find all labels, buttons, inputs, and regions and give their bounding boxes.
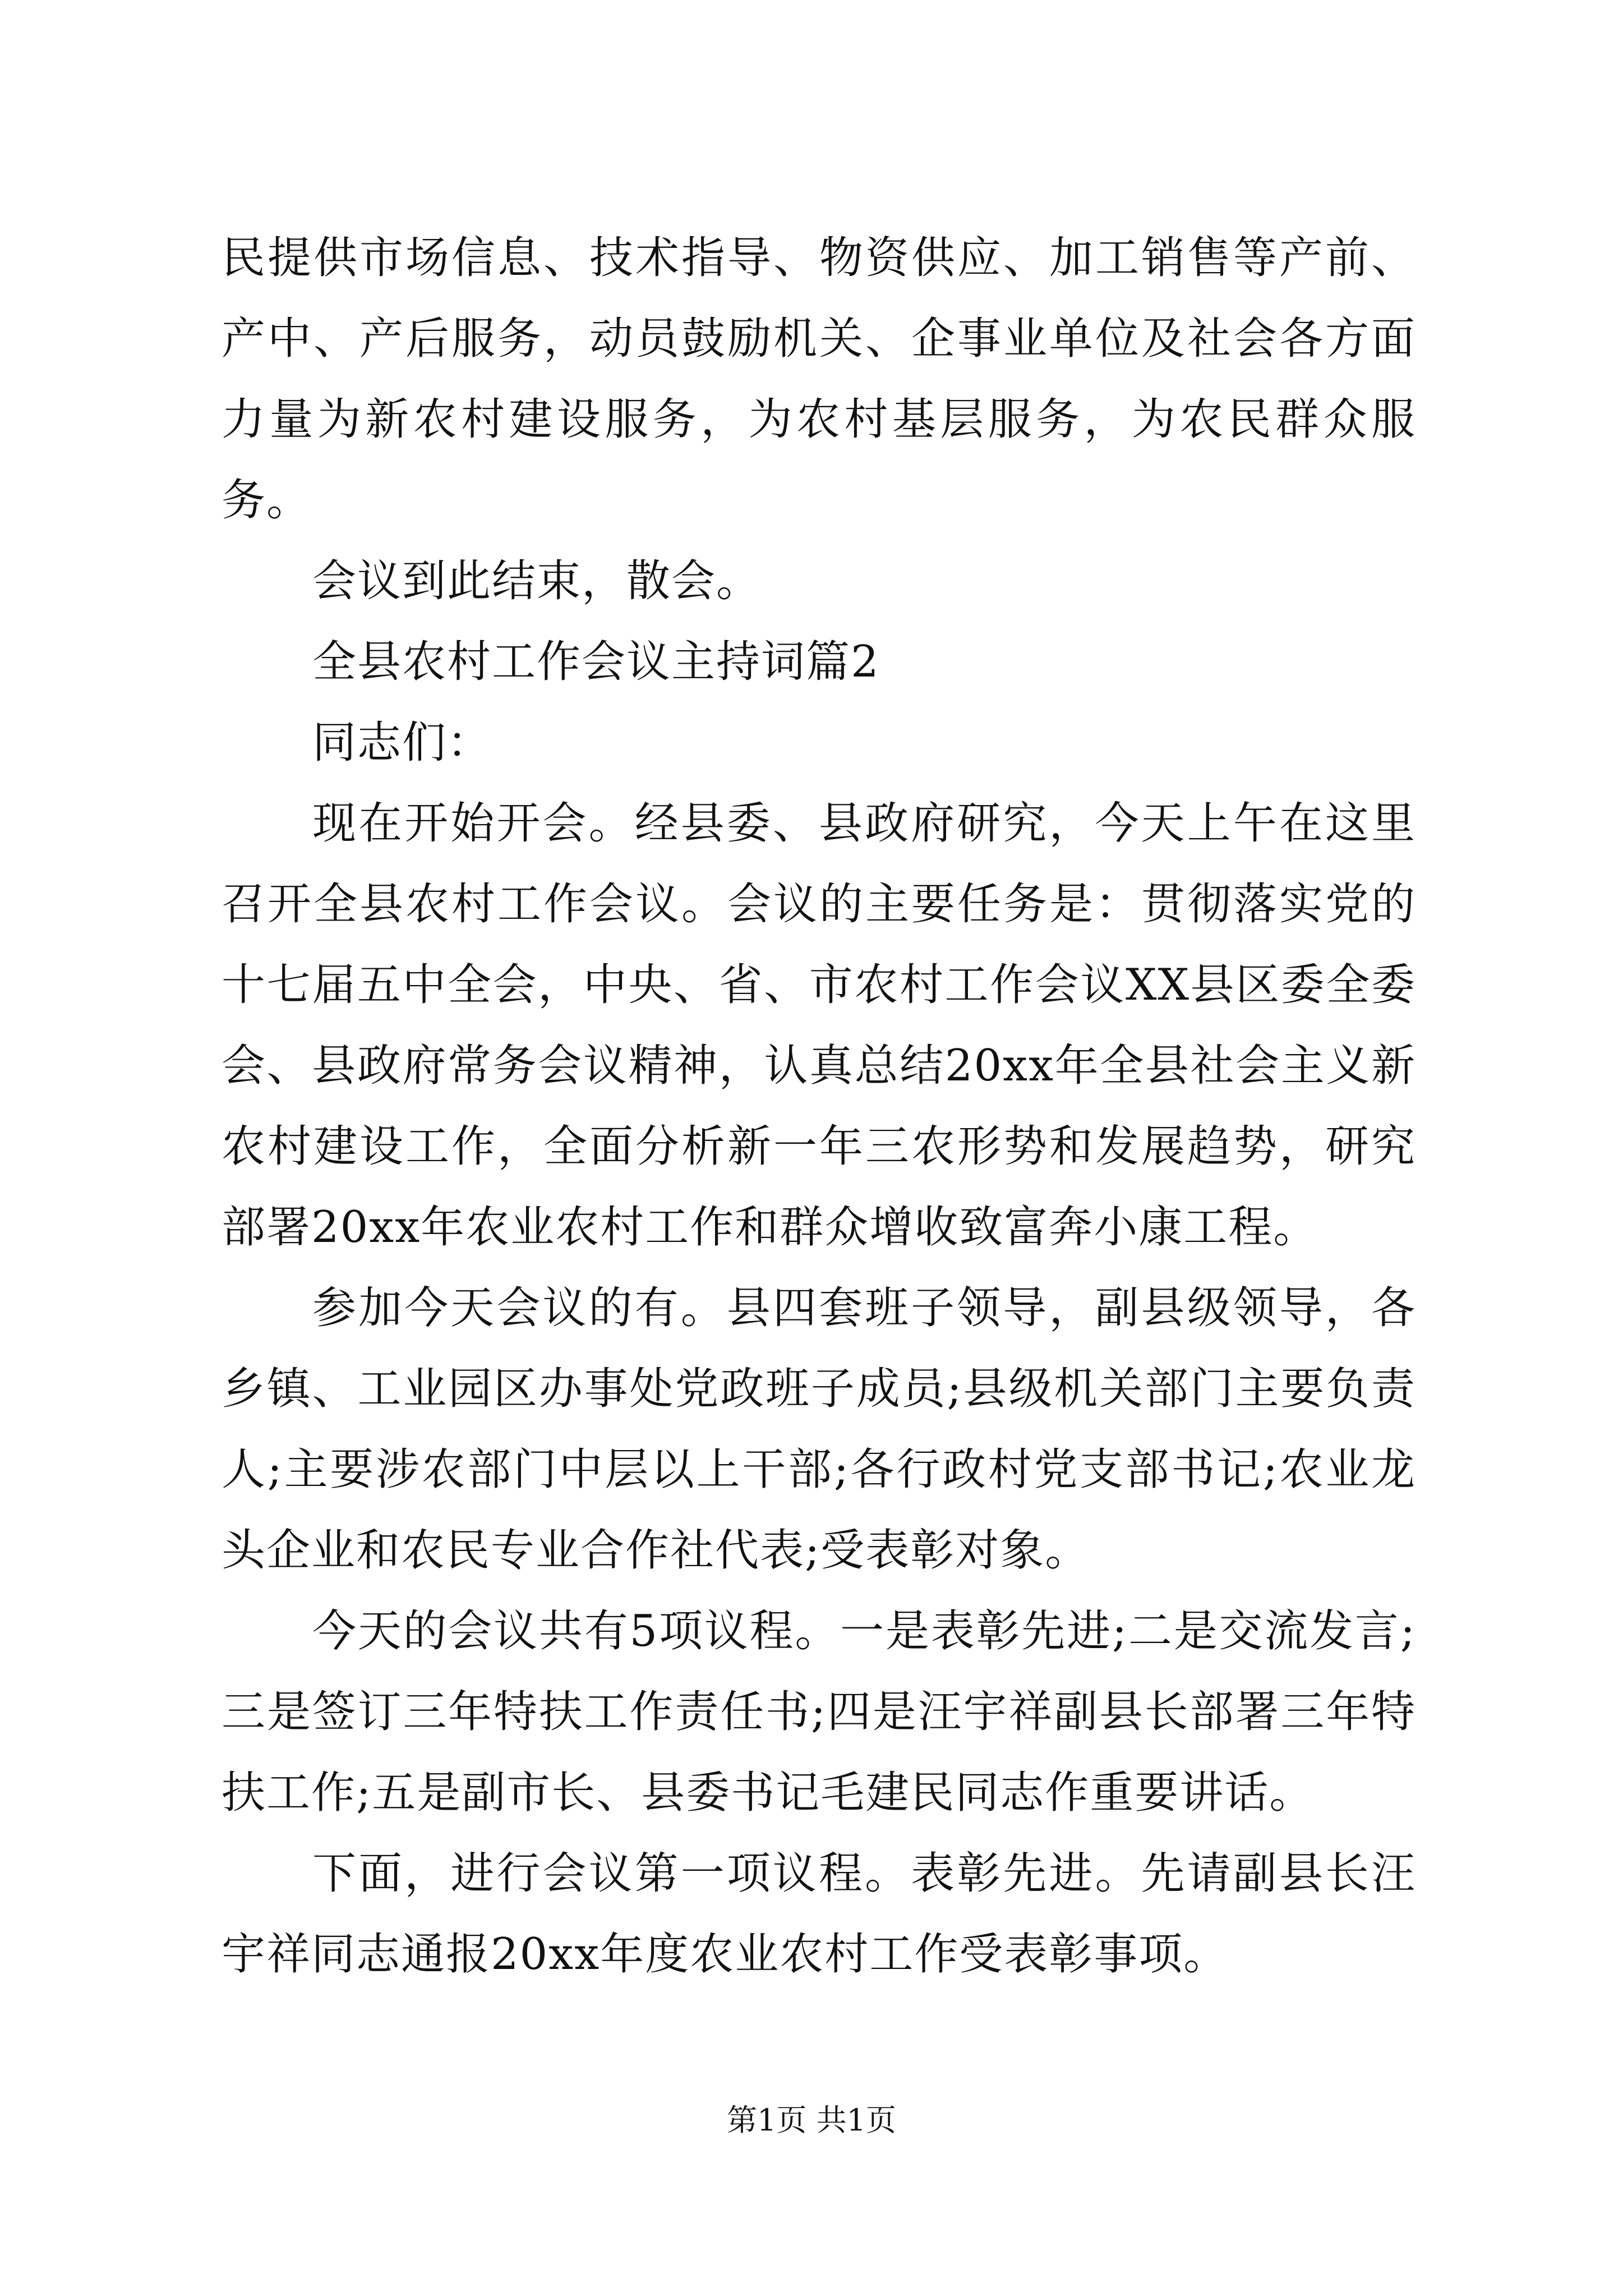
paragraph: 现在开始开会。经县委、县政府研究，今天上午在这里召开全县农村工作会议。会议的主要任务是：贯彻落实党的十七届五中全会，中央、省、市农村工作会议XX县区委全委会、县政府常务会议精神，认真总结20xx年全县社会主义新农村建设工作，全面分析新一年三农形势和发展趋势，研究部署20xx年农业农村工作和群众增收致富奔小康工程。 bbox=[222, 798, 1416, 1253]
paragraph: 参加今天会议的有。县四套班子领导，副县级领导，各乡镇、工业园区办事处党政班子成员;县级机关部门主要负责人;主要涉农部门中层以上干部;各行政村党支部书记;农业龙头企业和农民专业合作社代表;受表彰对象。 bbox=[222, 1283, 1416, 1576]
paragraph: 民提供市场信息、技术指导、物资供应、加工销售等产前、产中、产后服务，动员鼓励机关、企事业单位及社会各方面力量为新农村建设服务，为农村基层服务，为农民群众服务。 bbox=[222, 233, 1416, 526]
paragraph: 下面，进行会议第一项议程。表彰先进。先请副县长汪宇祥同志通报20xx年度农业农村工作受表彰事项。 bbox=[222, 1848, 1416, 1980]
paragraph: 会议到此结束，散会。 bbox=[312, 556, 762, 606]
page-footer: 第1页 共1页 bbox=[727, 2102, 896, 2138]
document-body bbox=[222, 218, 1416, 1995]
salutation: 同志们： bbox=[312, 717, 492, 768]
paragraph: 今天的会议共有5项议程。一是表彰先进;二是交流发言;三是签订三年特扶工作责任书;四是汪宇祥副县长部署三年特扶工作;五是副市长、县委书记毛建民同志作重要讲话。 bbox=[222, 1606, 1416, 1818]
section-heading: 全县农村工作会议主持词篇2 bbox=[312, 637, 880, 687]
